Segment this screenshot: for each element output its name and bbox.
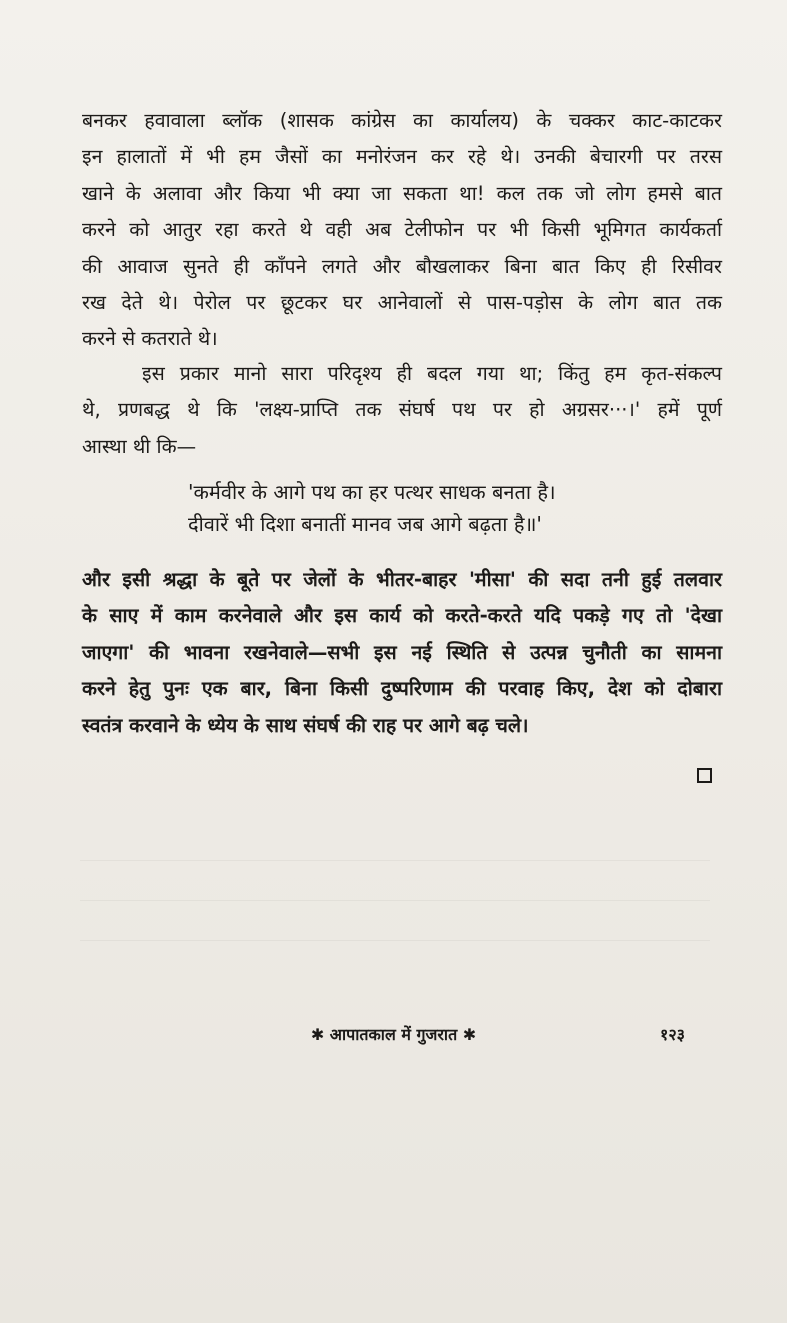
text-line: करने हेतु पुनः एक बार, बिना किसी दुष्परिणाम की परवाह किए, देश को दोबारा: [82, 677, 722, 701]
verse-quote: [188, 476, 556, 540]
paragraph-3: [82, 562, 722, 744]
text-line: रख देते थे। पेरोल पर छूटकर घर आनेवालों से पास-पड़ोस के लोग बात तक: [82, 290, 722, 314]
text-line: खाने के अलावा और किया भी क्या जा सकता था! कल तक जो लोग हमसे बात: [82, 181, 722, 205]
text-line: करने से कतराते थे।: [82, 327, 218, 351]
paragraph-2: [82, 356, 722, 465]
bleed-through-shadow: [80, 900, 710, 901]
bleed-through-shadow: [80, 940, 710, 941]
section-end-square-icon: [697, 768, 712, 783]
text-line: करने को आतुर रहा करते थे वही अब टेलीफोन पर भी किसी भूमिगत कार्यकर्ता: [82, 218, 722, 242]
text-line: की आवाज सुनते ही काँपने लगते और बौखलाकर बिना बात किए ही रिसीवर: [82, 254, 722, 278]
text-line: इन हालातों में भी हम जैसों का मनोरंजन कर रहे थे। उनकी बेचारगी पर तरस: [82, 145, 722, 169]
text-line: आस्था थी कि—: [82, 434, 197, 458]
text-line: स्वतंत्र करवाने के ध्येय के साथ संघर्ष की राह पर आगे बढ़ चले।: [82, 713, 529, 737]
bleed-through-shadow: [80, 860, 710, 861]
text-line: और इसी श्रद्धा के बूते पर जेलों के भीतर-बाहर 'मीसा' की सदा तनी हुई तलवार: [82, 568, 722, 591]
paragraph-1: [82, 103, 722, 358]
text-line: बनकर हवावाला ब्लॉक (शासक कांग्रेस का कार्यालय) के चक्कर काट-काटकर: [82, 109, 722, 132]
text-line: थे, प्रणबद्ध थे कि 'लक्ष्य-प्राप्ति तक संघर्ष पथ पर हो अग्रसर···।' हमें पूर्ण: [82, 398, 722, 422]
text-line: इस प्रकार मानो सारा परिदृश्य ही बदल गया था; किंतु हम कृत-संकल्प: [142, 362, 722, 385]
verse-line: दीवारें भी दिशा बनातीं मानव जब आगे बढ़ता है॥': [188, 512, 542, 536]
text-line: के साए में काम करनेवाले और इस कार्य को करते-करते यदि पकड़े गए तो 'देखा: [82, 604, 722, 628]
text-line: जाएगा' की भावना रखनेवाले—सभी इस नई स्थिति से उत्पन्न चुनौती का सामना: [82, 640, 722, 664]
page-number: १२३: [660, 1025, 685, 1044]
running-footer-title: ✱ आपातकाल में गुजरात ✱: [310, 1025, 477, 1044]
verse-line: 'कर्मवीर के आगे पथ का हर पत्थर साधक बनता है।: [188, 480, 556, 504]
